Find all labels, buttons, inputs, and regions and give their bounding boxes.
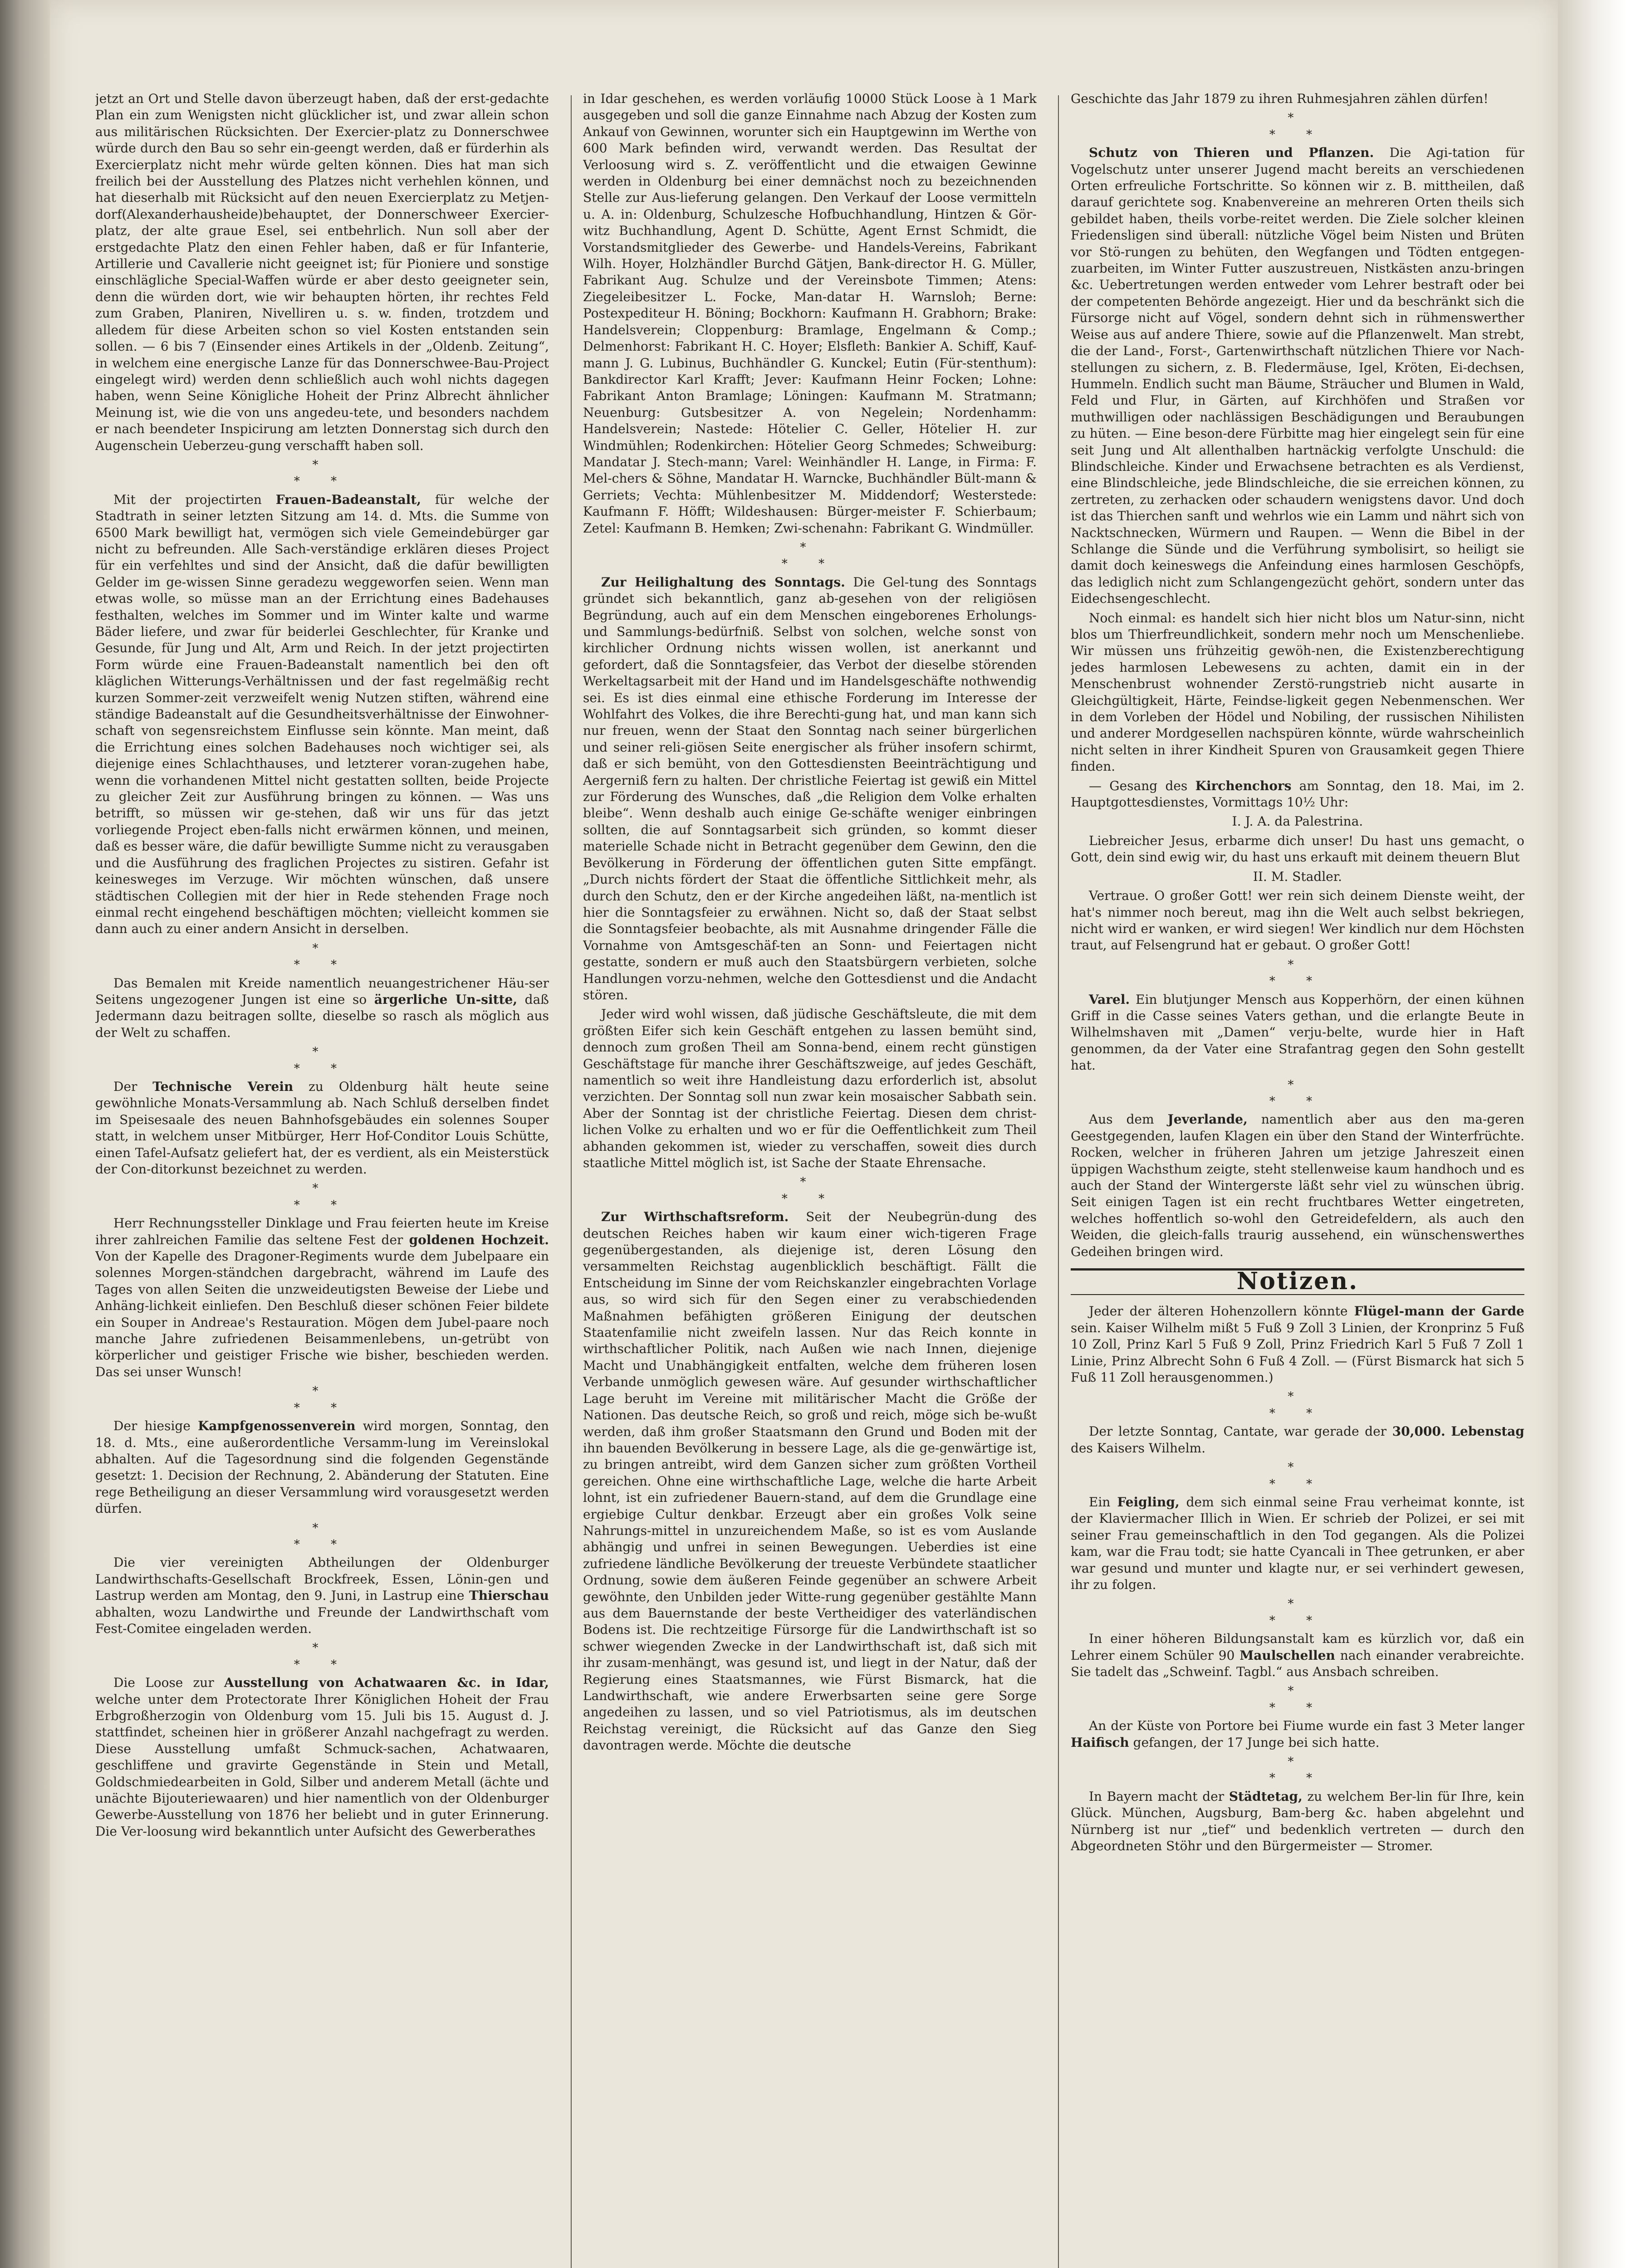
headline-thierschutz: Schutz von Thieren und Pflanzen. (1089, 145, 1374, 161)
article-sonntag-2: Jeder wird wohl wissen, daß jüdische Geschäftsleute, die mit dem größten Eifer sich kein Geschäft entgehen zu lassen bemüht sind, dennoch zum großen Theil am Sonna-bend, einem recht günstigen Geschäftstage für manche ihrer Geschäftszweige, auf jedes Geschäft, namentlich so weit ihre Handleistung dazu erforderlich ist, absolut verzichten. Der Sonntag soll nun zwar kein mosaischer Sabbath sein. Aber der Sonntag ist der christliche Feiertag. Diesen dem christ-lichen Volke zu erhalten und wo er für die Oeffentlichkeit zum Theil abhanden gekommen ist, wieder zu verschaffen, soweit dies durch staatliche Mittel möglich ist, ist Sache der Staate Ehrensache. (583, 1007, 1037, 1170)
article-wirthschaftsreform-cont: Geschichte das Jahr 1879 zu ihren Ruhmesjahren zählen dürfen! (1071, 91, 1489, 106)
headline-lebenstag: Lebenstag (1451, 1424, 1524, 1439)
notiz-maulschellen: In einer höheren Bildungsanstalt kam es kürzlich vor, daß ein Lehrer einem Schüler 90 Maulschellen nach einander verabreichte. Sie tadelt das „Schweinf. Tagbl.“ aus Ansbach schreiben. (1071, 1631, 1524, 1679)
section-separator: * * * (781, 540, 838, 571)
headline-unsitte: ärgerliche Un-sitte, (374, 992, 518, 1007)
notiz-lebenstag: Der letzte Sonntag, Cantate, war gerade der 30,000. Lebenstag des Kaisers Wilhelm. (1071, 1424, 1524, 1456)
scan-page-edge (1558, 0, 1626, 2268)
section-separator: * * * (1269, 1684, 1326, 1715)
notiz-hohenzollern: Jeder der älteren Hohenzollern könnte Flügel-mann der Garde sein. Kaiser Wilhelm mißt 5 Fuß 9 Zoll 3 Linien, der Kronprinz 5 Fuß 10 Zoll, Prinz Karl 5 Fuß 9 Zoll, Prinz Friedrich Karl 5 Fuß 7 Zoll 1 Linie, Prinz Albrecht Sohn 6 Fuß 4 Zoll. — (Fürst Bismarck hat sich 5 Fuß 11 Zoll herausgenommen.) (1071, 1304, 1524, 1385)
columns (95, 91, 1524, 2268)
column-3 (1071, 91, 1524, 2268)
headline-30000: 30,000. (1392, 1424, 1445, 1439)
section-separator: * * * (294, 941, 351, 972)
section-separator: * * * (1269, 1078, 1326, 1108)
headline-maulschellen: Maulschellen (1239, 1647, 1335, 1663)
headline-haifisch: Haifisch (1071, 1735, 1129, 1750)
notiz-staedtetag: In Bayern macht der Städtetag, zu welchem Ber-lin für Ihre, kein Glück. München, Augsburg, Bam-berg &c. haben abgelehnt und Nürnberg ist nur „tief“ und bedenklich vertreten — durch den Abgeordneten Stöhr und den Bürgermeister — Stromer. (1071, 1789, 1524, 1854)
headline-goldene-hochzeit: goldenen Hochzeit. (409, 1232, 549, 1247)
article-thierschutz: Schutz von Thieren und Pflanzen. Die Agi-tation für Vogelschutz unter unserer Jugend macht bereits an verschiedenen Orten erfreuliche Fortschritte. So können wir z. B. mittheilen, daß darauf gerichtete sog. Knabenvereine an mehreren Orten theils sich gebildet haben, theils vorbe-reitet werden. Die Ziele solcher kleinen Friedensligen sind überall: nützliche Vögel beim Nisten und Brüten vor Stö-rungen zu behüten, den Wegfangen und Tödten entgegen-zuarbeiten, im Winter Futter auszustreuen, Nistkästen anzu-bringen &c. Uebertretungen werden entweder vom Lehrer bestraft oder bei der competenten Behörde angezeigt. Hier und da beschränkt sich die Fürsorge nicht auf Vögel, sondern dehnt sich in rühmenswerther Weise aus auf andere Thiere, sowie auf die Pflanzenwelt. Man strebt, die der Land-, Forst-, Gartenwirthschaft nützlichen Thiere vor Nach-stellungen zu sichern, z. B. Fledermäuse, Igel, Kröten, Ei-dechsen, Hummeln. Endlich sucht man Bäume, Sträucher und Blumen in Wald, Feld und Flur, in Gärten, auf Kirchhöfen und Straßen vor muthwilligen oder nachlässigen Beschädigungen und Beraubungen zu hüten. — Eine beson-dere Fürbitte mag hier eingelegt sein für eine seit Jung und Alt allenthalben hartnäckig verfolgte Unschuld: die Blindschleiche. Kinder und Erwachsene betrachten es als Verdienst, eine Blindschleiche, jede Blindschleiche, die sie erreichen können, zu zertreten, zu zerhacken oder schaudern wenigstens davor. Und doch ist das Thierchen sanft und wehrlos wie ein Lamm und nährt sich von Nacktschnecken, Würmern und Raupen. — Wenn die Bibel in der Schlange die Sünde und die Verführung symbolisirt, so heiligt sie damit doch keineswegs die Anfeindung eines harmlosen Geschöpfs, das lediglich nicht zum Schlangengezücht gehört, sondern unter das Eidechsengeschlecht. (1071, 145, 1524, 606)
article-exercierplatz-cont: jetzt an Ort und Stelle davon überzeugt haben, daß der erst-gedachte Plan ein zum Wenigsten nicht glücklicher ist, und zwar allein schon aus militärischen Rücksichten. Der Exercier-platz zu Donnerschwee würde durch den Bau so sehr ein-geengt werden, daß er fürderhin als Exercierplatz nicht mehr würde gelten können. Dies hat man sich freilich bei der Ausstellung des Platzes nicht verhehlen können, und hat dieserhalb mit Rücksicht auf den neuen Exercierplatz zu Metjen-dorf(Alexanderhausheide)behauptet, der Donnerschweer Exercier-platz, der alte graue Esel, sei entbehrlich. Nun soll aber der erstgedachte Platz den einen Fehler haben, daß er für Infanterie, Artillerie und Cavallerie nicht geeignet ist; für Pioniere und sonstige einschlägliche Special-Waffen würde er aber desto geeigneter sein, denn die würden dort, wie wir behaupten hörten, ihr rechtes Feld zum Graben, Planiren, Nivelliren u. s. w. finden, trotzdem und alledem für diese Arbeiten schon so viel Kosten entstanden sein sollen. — 6 bis 7 (Einsender eines Artikels in der „Oldenb. Zeitung“, in welchem eine energische Lanze für das Donnerschwee-Bau-Project eingelegt wird) werden denn schließlich auch wohl nichts dagegen haben, wenn Seine Königliche Hoheit der Prinz Albrecht ähnlicher Meinung ist, wie die von uns angedeu-tete, und besonders nachdem er nach beendeter Inspicirung am letzten Donnerstag sich durch den Augenschein Ueberzeu-gung verschafft haben soll. (95, 91, 549, 453)
headline-varel: Varel. (1089, 992, 1130, 1007)
headline-kirchenchor: Kirchenchors (1195, 778, 1292, 793)
headline-staedtetag: Städtetag, (1229, 1789, 1303, 1804)
section-separator: * * * (294, 458, 351, 489)
section-separator: * * * (294, 1384, 351, 1415)
hymn-text-2: Vertraue. O großer Gott! wer rein sich deinem Dienste weiht, der hat's nimmer noch bereut, mag ihn die Welt auch selbst bekriegen, nicht wird er wanken, er wird siegen! Wer kindlich nur dem Höchsten traut, auf Felsengrund hat er gebaut. O großer Gott! (1071, 888, 1524, 953)
section-separator: * * * (294, 1182, 351, 1212)
headline-thierschau: Thierschau (469, 1588, 549, 1603)
section-separator: * * * (294, 1521, 351, 1551)
newspaper-page (50, 0, 1558, 2268)
article-unsitte: Das Bemalen mit Kreide namentlich neuangestrichener Häu-ser Seitens ungezogener Jungen ist eine so ärgerliche Un-sitte, daß Jedermann dazu beitragen sollte, dieselbe so rasch als möglich aus der Welt zu schaffen. (95, 975, 549, 1040)
headline-frauen-badeanstalt: Frauen-Badeanstalt, (275, 492, 421, 507)
headline-sonntag: Zur Heilighaltung des Sonntags. (601, 574, 845, 590)
section-separator: * * * (781, 1175, 838, 1206)
headline-feigling: Feigling, (1117, 1494, 1180, 1510)
headline-jeverland: Jeverlande, (1167, 1112, 1248, 1127)
article-sonntag: Zur Heilighaltung des Sonntags. Die Gel-tung des Sonntags gründet sich bekanntlich, ganz ab-gesehen von der religiösen Begründung, auch auf ein dem Menschen eingeborenes Erholungs- und Sammlungs-bedürfniß. Selbst von solchen, welche sonst von kirchlicher Ordnung nichts wissen wollen, ist anerkannt und gefordert, daß die Sonntagsfeier, das Verbot der dieselbe störenden Werkeltagsarbeit mit der Hand und im Handelsgeschäfte nothwendig sei. Es ist dies einmal eine ethische Forderung im Interesse der Wohlfahrt des Volkes, die ihre Berechti-gung hat, und man kann sich nur freuen, wenn der Staat den Sonntag nach seiner bürgerlichen und seiner reli-giösen Seite energischer als früher insofern schirmt, daß er sich bemüht, von den Gottesdiensten Beeinträchtigung und Aergerniß fern zu halten. Der christliche Feiertag ist gewiß ein Mittel zur Förderung des Wunsches, daß „die Religion dem Volke erhalten bleibe“. Wenn deshalb auch einige Ge-schäfte weniger einbringen sollten, die auf Sonntagsarbeit sich gründen, so kommt dieser materielle Schade nicht in Betracht gegenüber dem Gewinn, den die Bevölkerung in Förderung der öffentlichen guten Sitte empfängt. „Durch nichts fördert der Staat die öffentliche Sittlichkeit mehr, als durch den Schutz, den er der Kirche angedeihen läßt, na-mentlich ist hier die Sonntagsfeier zu erwähnen. Nicht so, daß der Staat selbst die Sonntagsfeier beobachte, als mit Ausnahme dringender Fälle die Vornahme von Amtsgeschäf-ten an Sonn- und Feiertagen nicht gestatte, sondern er muß auch den Staatsbürgern verbieten, solche Handlungen vorzu-nehmen, welche den Gottesdienst und die Andacht stören. (583, 574, 1037, 1002)
headline-technischer-verein: Technische Verein (152, 1079, 294, 1094)
section-separator: * * * (1269, 111, 1326, 142)
article-achatwaaren-cont: in Idar geschehen, es werden vorläufig 10000 Stück Loose à 1 Mark ausgegeben und soll die ganze Einnahme nach Abzug der Kosten zum Ankauf von Gewinnen, worunter sich ein Hauptgewinn im Werthe von 600 Mark befinden wird, verwandt werden. Das Resultat der Verloosung wird s. Z. veröffentlicht und die etwaigen Gewinne werden in Oldenburg bei einer demnächst noch zu bezeichnenden Stelle zur Aus-lieferung gelangen. Den Verkauf der Loose vermitteln u. A. in: Oldenburg, Schulzesche Hofbuchhandlung, Hintzen & Gör-witz Buchhandlung, Agent D. Schütte, Agent Ernst Schmidt, die Vorstandsmitglieder des Gewerbe- und Handels-Vereins, Fabrikant Wilh. Hoyer, Holzhändler Burchd Gätjen, Bank-director H. G. Müller, Fabrikant Aug. Schulze und der Vereinsbote Timmen; Atens: Ziegeleibesitzer L. Focke, Man-datar H. Warnsloh; Berne: Postexpediteur H. Böning; Bockhorn: Kaufmann H. Grabhorn; Brake: Handelsverein; Cloppenburg: Bramlage, Engelmann & Comp.; Delmenhorst: Fabrikant H. C. Hoyer; Elsfleth: Bankier A. Schiff, Kauf-mann J. G. Lubinus, Buchhändler G. Kunckel; Eutin (Für-stenthum): Bankdirector Karl Krafft; Jever: Kaufmann Heinr Focken; Lohne: Fabrikant Anton Bramlage; Löningen: Kaufmann M. Stratmann; Neuenburg: Gutsbesitzer A. von Negelein; Nordenhamm: Handelsverein; Nastede: Hötelier C. Geller, Hötelier H. zur Windmühlen; Rodenkirchen: Hötelier Georg Schmedes; Schweiburg: Mandatar J. Stech-mann; Varel: Weinhändler H. Lange, in Firma: F. Mel-chers & Söhne, Mandatar H. Warncke, Buchhändler Bült-mann & Gerriets; Vechta: Mühlenbesitzer M. Middendorf; Westerstede: Kaufmann F. Höfft; Wildeshausen: Bürger-meister F. Schierbaum; Zetel: Kaufmann B. Hemken; Zwi-schenahn: Fabrikant G. Windmüller. (583, 91, 1037, 536)
column-1 (95, 91, 549, 2268)
article-goldene-hochzeit: Herr Rechnungssteller Dinklage und Frau feierten heute im Kreise ihrer zahlreichen Familie das seltene Fest der goldenen Hochzeit. Von der Kapelle des Dragoner-Regiments wurde dem Jubelpaare ein solennes Morgen-ständchen dargebracht, während im Laufe des Tages von allen Seiten die unzweideutigsten Beweise der Liebe und Anhäng-lichkeit einliefen. Den Beschluß dieser schönen Feier bildete ein Souper in Andreae's Restauration. Mögen dem Jubel-paare noch manche Jahre zufriedenen Beisammenlebens, un-getrübt von körperlicher und geistiger Frische wie bisher, beschieden werden. Das sei unser Wunsch! (95, 1216, 549, 1379)
article-thierschau: Die vier vereinigten Abtheilungen der Oldenburger Landwirthschafts-Gesellschaft Brockfreek, Essen, Lönin-gen und Lastrup werden am Montag, den 9. Juni, in Lastrup eine Thierschau abhalten, wozu Landwirthe und Freunde der Landwirthschaft vom Fest-Comitee eingeladen werden. (95, 1555, 549, 1636)
headline-fluegelmann: Flügel-mann der Garde (1354, 1304, 1524, 1319)
notiz-haifisch: An der Küste von Portore bei Fiume wurde ein fast 3 Meter langer Haifisch gefangen, der 17 Junge bei sich hatte. (1071, 1718, 1524, 1750)
article-thierschutz-2: Noch einmal: es handelt sich hier nicht blos um Natur-sinn, nicht blos um Thierfreundlichkeit, sondern mehr noch um Menschenliebe. Wir müssen uns frühzeitig gewöh-nen, die Existenzberechtigung jedes harmlosen Lebewesens zu achten, damit ein in der Menschenbrust wohnender Zerstö-rungstrieb nicht ausarte in Gleichgültigkeit, Härte, Feindse-ligkeit gegen Nebenmenschen. Wer in dem Vorleben der Hödel und Nobiling, der russischen Nihilisten und anderer Mordgesellen nachspüren könnte, würde wahrscheinlich nicht selten in ihrer Kindheit Spuren von Grausamkeit gegen Thiere finden. (1071, 610, 1524, 774)
notiz-feigling: Ein Feigling, dem sich einmal seine Frau verheimat konnte, ist der Klaviermacher Illich in Wien. Er schrieb der Polizei, er sei mit seiner Frau gemeinschaftlich in den Tod gegangen. Als die Polizei kam, war die Frau todt; sie hatte Cyancali in Thee getrunken, er aber war gesund und munter und klagte nur, er sei verhindert gewesen, ihr zu folgen. (1071, 1494, 1524, 1592)
article-varel: Varel. Ein blutjunger Mensch aus Kopperhörn, der einen kühnen Griff in die Casse seines Vaters gethan, und die erlangte Beute in Wilhelmshaven mit „Damen“ verju-belte, wurde hier in Haft genommen, da der Vater eine Strafantrag gegen den Sohn gestellt hat. (1071, 992, 1524, 1073)
article-achatwaaren: Die Loose zur Ausstellung von Achatwaaren &c. in Idar, welche unter dem Protectorate Ihrer Königlichen Hoheit der Frau Erbgroßherzogin von Oldenburg vom 15. Juli bis 15. August d. J. stattfindet, scheinen hier in größerer Anzahl nachgefragt zu werden. Diese Ausstellung umfaßt Schmuck-sachen, Achatwaaren, geschliffene und gravirte Gegenstände in Stein und Metall, Goldschmiedearbeiten in Gold, Silber und anderem Metall (ächte und unächte Bijouteriewaaren) und hier namentlich von der Oldenburger Gewerbe-Ausstellung von 1876 her beliebt und in guter Erinnerung. Die Ver-loosung wird bekanntlich unter Aufsicht des Gewerberathes (95, 1675, 549, 1839)
headline-kampfgenossenverein: Kampfgenossenverein (198, 1418, 356, 1434)
section-separator: * * * (1269, 1461, 1326, 1491)
notizen-heading: Notizen. (1236, 1267, 1359, 1295)
article-kirchenchor: — Gesang des Kirchenchors am Sonntag, den 18. Mai, im 2. Hauptgottesdienstes, Vormittags 10½ Uhr: (1071, 778, 1524, 810)
scan-binding-shadow (0, 0, 50, 2268)
section-separator: * * * (294, 1641, 351, 1672)
section-separator: * * * (1269, 1390, 1326, 1420)
hymn-composer-1: I. J. A. da Palestrina. (1232, 814, 1363, 829)
article-wirthschaftsreform: Zur Wirthschaftsreform. Seit der Neubegrün-dung des deutschen Reiches haben wir kaum einer wich-tigeren Frage gegenübergestanden, als diejenige ist, deren Lösung den versammelten Reichstag augenblicklich beschäftigt. Fällt die Entscheidung im Sinne der vom Reichskanzler eingebrachten Vorlage aus, so wird sich für den Segen einer zu verabschiedenden Maßnahmen befähigten größeren Einigung der deutschen Staatenfamilie nicht zweifeln lassen. Nur das Reich konnte in wirthschaftlicher Politik, nach Außen wie nach Innen, diejenige Macht und Unabhängigkeit entfalten, welche dem früheren losen Verbande unmöglich gewesen wäre. Auf gesunder wirthschaftlicher Lage beruht im Vereine mit militärischer Macht die Größe der Nationen. Das deutsche Reich, so groß und reich, möge sich be-wußt werden, daß ihm großer Staatsmann den Grund und Boden mit der ihn bauenden Bevölkerung in bessere Lage, als die ge-genwärtige ist, zu bringen antreibt, wird dem Ganzen sicher zum größten Vortheil gereichen. Ohne eine wirthschaftliche Lage, welche die harte Arbeit lohnt, ist ein zufriedener Bauern-stand, auf dem die Grundlage eine ergiebige Cultur denkbar. Erzeugt aber ein großes Volk seine Nahrungs-mittel in unzureichendem Maße, so ist es vom Auslande abhängig und unfrei in seinen Bewegungen. Ueberdies ist eine zufriedene ländliche Bevölkerung der treueste Verbündete staatlicher Ordnung, sowie dem äußeren Feinde gegenüber an schwere Arbeit gewöhnte, den Unbilden jeder Witte-rung gegenüber gestählte Mann aus dem Bauernstande der beste Vertheidiger des vaterländischen Bodens ist. Die rechtzeitige Fürsorge für die Landwirthschaft ist so schwer wiegenden Zwecke in der Landwirthschaft ist, daß sich mit ihr zusam-menhängt, was gesund ist, und liegt in der Natur, daß der Regierung eines Staatsmannes, wie Fürst Bismarck, hat die Landwirthschaft, wie andere Erwerbsarten seine gere Sorge angedeihen zu lassen, und so viel Patriotismus, als im deutschen Reichstag vereinigt, die Rücksicht auf das Ganze den Sieg davontragen werde. Möchte die deutsche (583, 1209, 1037, 1753)
column-2 (583, 91, 1037, 2268)
section-separator: * * * (1269, 1597, 1326, 1628)
headline-wirthschaftsreform: Zur Wirthschaftsreform. (601, 1209, 789, 1225)
article-technischer-verein: Der Technische Verein zu Oldenburg hält heute seine gewöhnliche Monats-Versammlung ab. Nach Schluß derselben findet im Speisesaale des neuen Bahnhofsgebäudes ein solennes Souper statt, in welchem unser Mitbürger, Herr Hof-Conditor Louis Schütte, einen Tafel-Aufsatz geliefert hat, der es verdient, als ein Meisterstück der Con-ditorkunst bezeichnet zu werden. (95, 1079, 549, 1177)
article-kampfgenossenverein: Der hiesige Kampfgenossenverein wird morgen, Sonntag, den 18. d. Mts., eine außerordentliche Versamm-lung im Vereinslokal abhalten. Auf die Tagesordnung sind die folgenden Gegenstände gesetzt: 1. Decision der Rechnung, 2. Abänderung der Statuten. Eine rege Betheiligung an dieser Versammlung wird vorausgesetzt werden dürfen. (95, 1418, 549, 1516)
section-separator: * * * (1269, 958, 1326, 988)
hymn-text-1: Liebreicher Jesus, erbarme dich unser! Du hast uns gemacht, o Gott, dein sind ewig wir, du hast uns erkauft mit deinem theuern Blut (1071, 833, 1524, 865)
hymn-composer-2: II. M. Stadler. (1253, 869, 1342, 884)
article-jeverland: Aus dem Jeverlande, namentlich aber aus den ma-geren Geestgegenden, laufen Klagen ein über den Stand der Winterfrüchte. Rocken, welcher in früheren Jahren um jetzige Jahreszeit einen üppigen Wachsthum zeigte, steht stellenweise kaum handhoch und es auch der Stand der Wintergerste läßt sehr viel zu wünschen übrig. Seit einigen Tagen ist ein recht fruchtbares Wetter eingetreten, welches hoffentlich so-wohl den Getreidefeldern, als auch den Weiden, die gleich-falls traurig aussehend, ein wünschenswerthes Gedeihen bringen wird. (1071, 1112, 1524, 1259)
headline-achatwaaren: Ausstellung von Achatwaaren &c. in Idar, (224, 1675, 549, 1691)
section-separator: * * * (1269, 1755, 1326, 1785)
article-frauen-badeanstalt: Mit der projectirten Frauen-Badeanstalt, für welche der Stadtrath in seiner letzten Sitzung am 14. d. Mts. die Summe von 6500 Mark bewilligt hat, vermögen sich viele Gemeindebürger gar nicht zu befreunden. Alle Sach-verständige erklären dieses Project für ein verfehltes und sind der Ansicht, daß die dafür bewilligten Gelder im ge-wissen Sinne geradezu weggeworfen seien. Wenn man etwas wolle, so müsse man an der Errichtung eines Badehauses festhalten, welches im Sommer und im Winter kalte und warme Bäder liefere, und zwar für beiderlei Geschlechter, für Kranke und Gesunde, für Jung und Alt, Arm und Reich. In der jetzt projectirten Form würde eine Frauen-Badeanstalt namentlich bei den oft kläglichen Witterungs-Verhältnissen und der fast regelmäßig recht kurzen Sommer-zeit verzweifelt wenig Nutzen stiften, während eine ständige Badeanstalt auf die Gesundheitsverhältnisse der Einwohner-schaft von segensreichstem Einflusse sein könnte. Man meint, daß die Errichtung eines solchen Badehauses noch wichtiger sei, als diejenige eines Schlachthauses, und letzterer voran-zugehen habe, wenn die vorhandenen Mittel nicht gestatten sollten, beide Projecte zu gleicher Zeit zur Ausführung bringen zu können. — Was uns betrifft, so müssen wir ge-stehen, daß wir uns für das jetzt vorliegende Project eben-falls nicht erwärmen können, und meinen, daß es besser wäre, die dafür bewilligte Summe nicht zu verausgaben und die Ausführung des fraglichen Projectes zu sistiren. Gefahr ist keinesweges im Verzuge. Wir möchten wünschen, daß unsere städtischen Collegien mit der hier in Rede stehenden Frage noch einmal recht eingehend beschäftigen möchten; vielleicht kommen sie dann auch zu einer andern Ansicht in derselben. (95, 492, 549, 937)
section-separator: * * * (294, 1045, 351, 1075)
